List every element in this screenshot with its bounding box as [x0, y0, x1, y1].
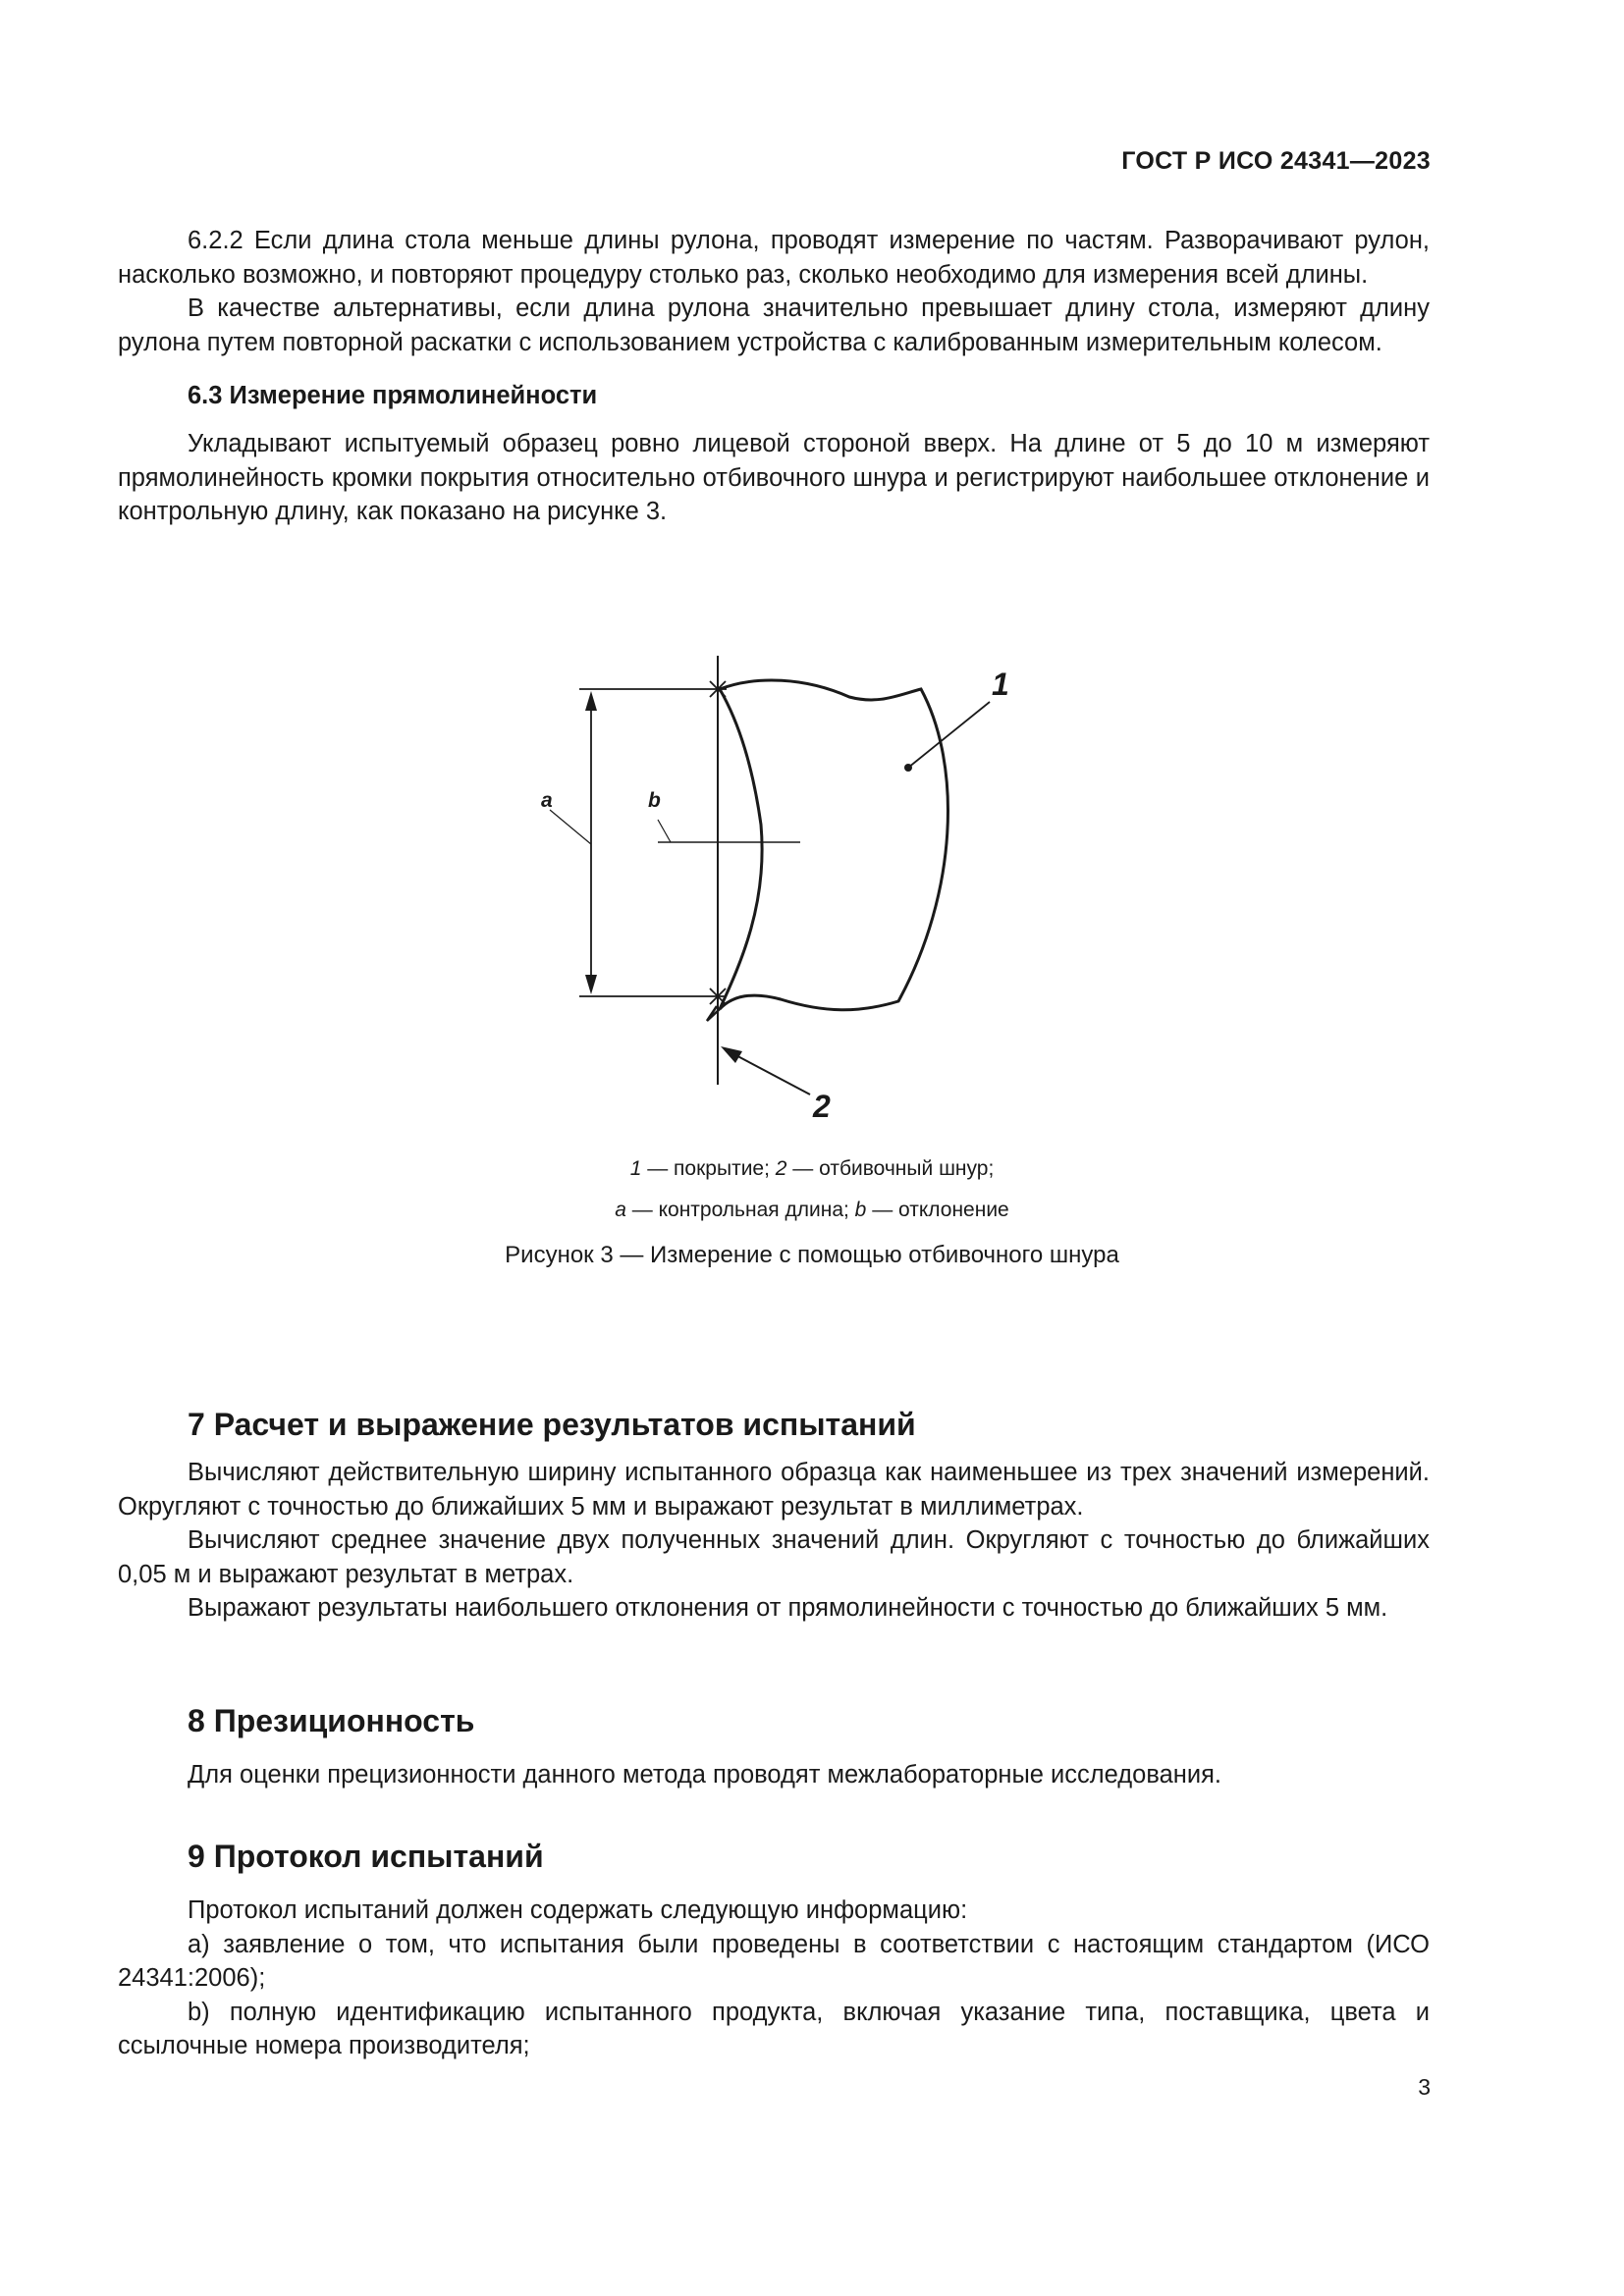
page-number: 3 — [1418, 2074, 1431, 2100]
section-heading-9: 9 Протокол испытаний — [188, 1839, 544, 1874]
figure-label-b: b — [648, 789, 661, 812]
paragraph-6-3: Укладывают испытуемый образец ровно лицевой стороной вверх. На длине от 5 до 10 м измеряют прямолинейность кромки покрытия относительно отбивочного шнура и регистрируют наибольшее отклонение и контрольную длину, как показано на рисунке 3. — [118, 430, 1430, 525]
section-9 — [118, 1837, 1430, 2063]
covering-outline — [720, 680, 947, 1010]
leader-a — [550, 810, 591, 844]
leader-2 — [729, 1051, 810, 1095]
leader-b — [658, 820, 671, 842]
section-7-paragraph-1: Вычисляют действительную ширину испытанного образца как наименьшее из трех значений измерений. Округляют с точностью до ближайших 5 мм и выражают результат в миллиметрах. — [118, 1459, 1430, 1521]
subsection-heading-6-3: 6.3 Измерение прямолинейности — [188, 382, 598, 409]
dimension-arrow-top — [585, 691, 597, 711]
section-heading-7: 7 Расчет и выражение результатов испытаний — [188, 1407, 916, 1442]
section-9-item-a: a) заявление о том, что испытания были проведены в соответствии с настоящим стандартом (ИСО 24341:2006); — [118, 1930, 1430, 1992]
section-7 — [118, 1405, 1430, 1626]
section-heading-8: 8 Презиционность — [188, 1703, 475, 1738]
leader-1 — [908, 702, 990, 768]
legend-letter-a: a — [615, 1199, 626, 1221]
figure-3-diagram — [511, 648, 1041, 1139]
section-7-paragraph-2: Вычисляют среднее значение двух полученных значений длин. Округляют с точностью до ближайших 0,05 м и выражают результат в метрах. — [118, 1526, 1430, 1588]
figure-legend-line-1: 1 — покрытие; 2 — отбивочный шнур; — [629, 1157, 995, 1180]
legend-num-2: 2 — [775, 1157, 787, 1180]
dimension-arrow-bottom — [585, 975, 597, 994]
section-8 — [118, 1701, 1430, 1792]
section-9-paragraph-1: Протокол испытаний должен содержать следующую информацию: — [188, 1896, 968, 1924]
figure-label-a: a — [541, 789, 553, 812]
section-8-paragraph-1: Для оценки прецизионности данного метода проводят межлабораторные исследования. — [188, 1761, 1222, 1789]
legend-num-1: 1 — [629, 1157, 642, 1180]
figure-label-1: 1 — [992, 667, 1009, 702]
paragraph-6-2-2: 6.2.2 Если длина стола меньше длины рулона, проводят измерение по частям. Разворачивают рулон, насколько возможно, и повторяют процедуру столько раз, сколько необходимо для измерения всей длины. — [118, 227, 1430, 289]
section-7-paragraph-3: Выражают результаты наибольшего отклонения от прямолинейности с точностью до ближайших 5 мм. — [188, 1594, 1388, 1622]
paragraph-alternative: В качестве альтернативы, если длина рулона значительно превышает длину стола, измеряют длину рулона путем повторной раскатки с использованием устройства с калиброванным измерительным колесом. — [118, 294, 1430, 356]
document-header: ГОСТ Р ИСО 24341—2023 — [1121, 147, 1431, 175]
figure-label-2: 2 — [813, 1089, 831, 1124]
arrow-2 — [721, 1046, 742, 1063]
section-9-item-b: b) полную идентификацию испытанного продукта, включая указание типа, поставщика, цвета и ссылочные номера производителя; — [118, 1998, 1430, 2059]
legend-letter-b: b — [854, 1199, 867, 1221]
body-text-top — [118, 224, 1430, 529]
figure-title: Рисунок 3 — Измерение с помощью отбивочного шнура — [505, 1242, 1119, 1268]
figure-legend-line-2: a — контрольная длина; b — отклонение — [615, 1199, 1009, 1221]
